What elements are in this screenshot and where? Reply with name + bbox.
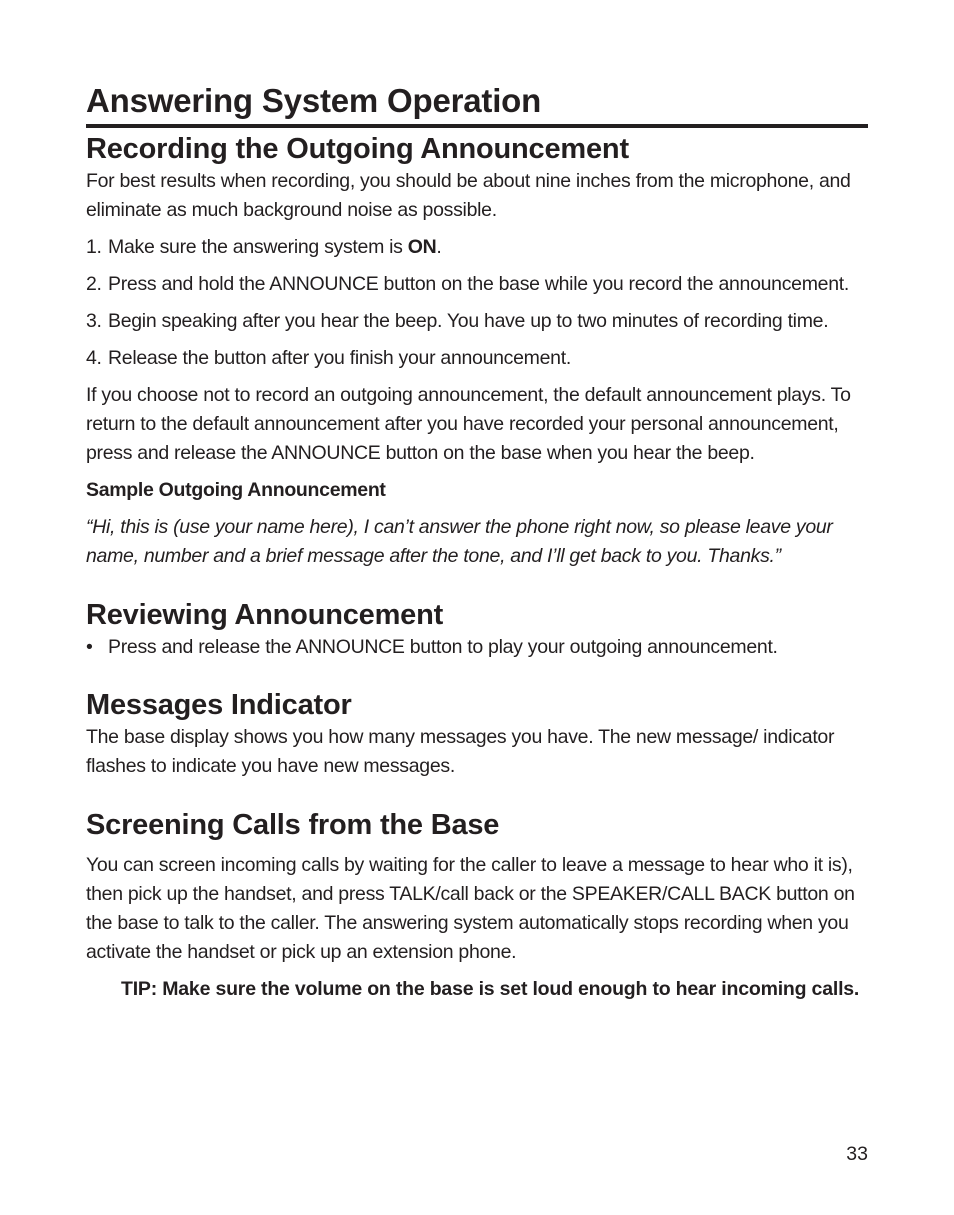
page-title: Answering System Operation: [86, 80, 868, 128]
step-text: Press and hold the ANNOUNCE button on the base while you record the announcement.: [108, 273, 849, 295]
step-text: Release the button after you finish your announcement.: [108, 347, 571, 369]
messages-text: The base display shows you how many messages you have. The new message/ indicator flashes to indicate you have new messages.: [86, 726, 835, 777]
manual-page: [86, 80, 868, 1004]
sample-title: Sample Outgoing Announcement: [86, 479, 386, 501]
list-item: [86, 270, 868, 299]
list-item: [86, 233, 868, 262]
bullet-icon: •: [86, 636, 93, 658]
step-bold: ON: [407, 236, 437, 258]
list-item: [86, 307, 868, 336]
step-number: 1.: [86, 236, 102, 258]
tip-note: TIP: Make sure the volume on the base is set loud enough to hear incoming calls.: [121, 978, 860, 1000]
section-title-messages: Messages Indicator: [86, 689, 352, 721]
default-announcement-paragraph: If you choose not to record an outgoing announcement, the default announcement plays. To return to the default announcement after you have recorded your personal announcement, press and release the ANNOUNCE button on the base when you hear the beep.: [86, 384, 851, 464]
section-title-screening: Screening Calls from the Base: [86, 809, 500, 841]
page-number: 33: [846, 1143, 868, 1165]
section-title-recording: Recording the Outgoing Announcement: [86, 133, 629, 165]
step-number: 4.: [86, 347, 102, 369]
sample-announcement-text: “Hi, this is (use your name here), I can’t answer the phone right now, so please leave your name, number and a brief message after the tone, and I’ll get back to you. Thanks.”: [86, 516, 833, 567]
recording-steps: [86, 233, 868, 373]
step-text-end: .: [436, 236, 442, 258]
step-number: 3.: [86, 310, 102, 332]
reviewing-bullet-item: [86, 633, 868, 662]
recording-intro: For best results when recording, you should be about nine inches from the microphone, and eliminate as much background noise as possible.: [86, 170, 851, 221]
reviewing-text: Press and release the ANNOUNCE button to play your outgoing announcement.: [108, 636, 778, 658]
list-item: [86, 344, 868, 373]
step-number: 2.: [86, 273, 102, 295]
step-text: Begin speaking after you hear the beep. You have up to two minutes of recording time.: [108, 310, 829, 332]
step-text: Make sure the answering system is: [108, 236, 408, 258]
screening-text: You can screen incoming calls by waiting for the caller to leave a message to hear who it is), then pick up the handset, and press TALK/call back or the SPEAKER/CALL BACK button on the base to talk to the caller. The answering system automatically stops recording when you activate the handset or pick up an extension phone.: [86, 854, 855, 963]
section-title-reviewing: Reviewing Announcement: [86, 599, 444, 631]
